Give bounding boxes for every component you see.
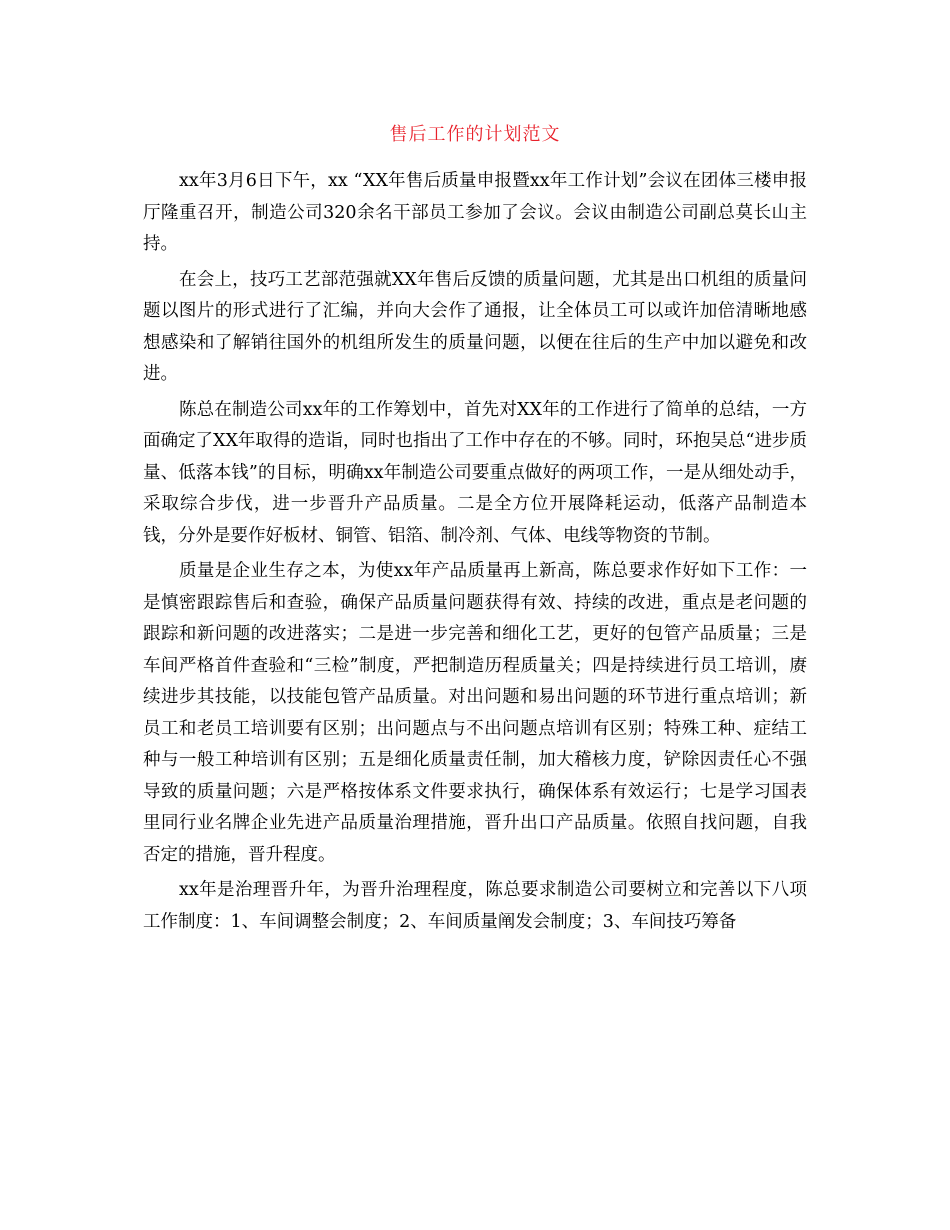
paragraph-quality-report: 在会上，技巧工艺部范强就XX年售后反馈的质量问题，尤其是出口机组的质量问题以图片的形式进行了汇编，并向大会作了通报，让全体员工可以或许加倍清晰地感想感染和了解销往国外的机组所发生的质量问题，以便在往后的生产中加以避免和改进。 <box>143 269 807 384</box>
paragraph-meeting-intro: xx年3月6日下午，xx “XX年售后质量申报暨xx年工作计划”会议在团体三楼申报厅隆重召开，制造公司320余名干部员工参加了会议。会议由制造公司副总莫长山主持。 <box>143 171 807 254</box>
document-body <box>143 166 807 942</box>
document-title: 售后工作的计划范文 <box>389 124 561 145</box>
paragraph-work-plan: 陈总在制造公司xx年的工作筹划中，首先对XX年的工作进行了简单的总结，一方面确定了XX年取得的造诣，同时也指出了工作中存在的不够。同时，环抱吴总“进步质量、低落本钱”的目标，明确xx年制造公司要重点做好的两项工作，一是从细处动手，采取综合步伐，进一步晋升产品质量。二是全方位开展降耗运动，低落产品制造本钱，分外是要作好板材、铜管、铝箔、制冷剂、气体、电线等物资的节制。 <box>143 399 807 546</box>
paragraph-quality-requirements: 质量是企业生存之本，为使xx年产品质量再上新高，陈总要求作好如下工作：一是慎密跟踪售后和查验，确保产品质量问题获得有效、持续的改进，重点是老问题的跟踪和新问题的改进落实；二是进一步完善和细化工艺，更好的包管产品质量；三是车间严格首件查验和“三检”制度，严把制造历程质量关；四是持续进行员工培训，赓续进步其技能，以技能包管产品质量。对出问题和易出问题的环节进行重点培训；新员工和老员工培训要有区别；出问题点与不出问题点培训有区别；特殊工种、症结工种与一般工种培训有区别；五是细化质量责任制，加大稽核力度，铲除因责任心不强导致的质量问题；六是严格按体系文件要求执行，确保体系有效运行；七是学习国表里同行业名牌企业先进产品质量治理措施，晋升出口产品质量。依照自找问题，自我否定的措施，晋升程度。 <box>143 561 807 865</box>
paragraph-management-rules: xx年是治理晋升年，为晋升治理程度，陈总要求制造公司要树立和完善以下八项工作制度：1、车间调整会制度；2、车间质量阐发会制度；3、车间技巧筹备 <box>143 880 807 932</box>
